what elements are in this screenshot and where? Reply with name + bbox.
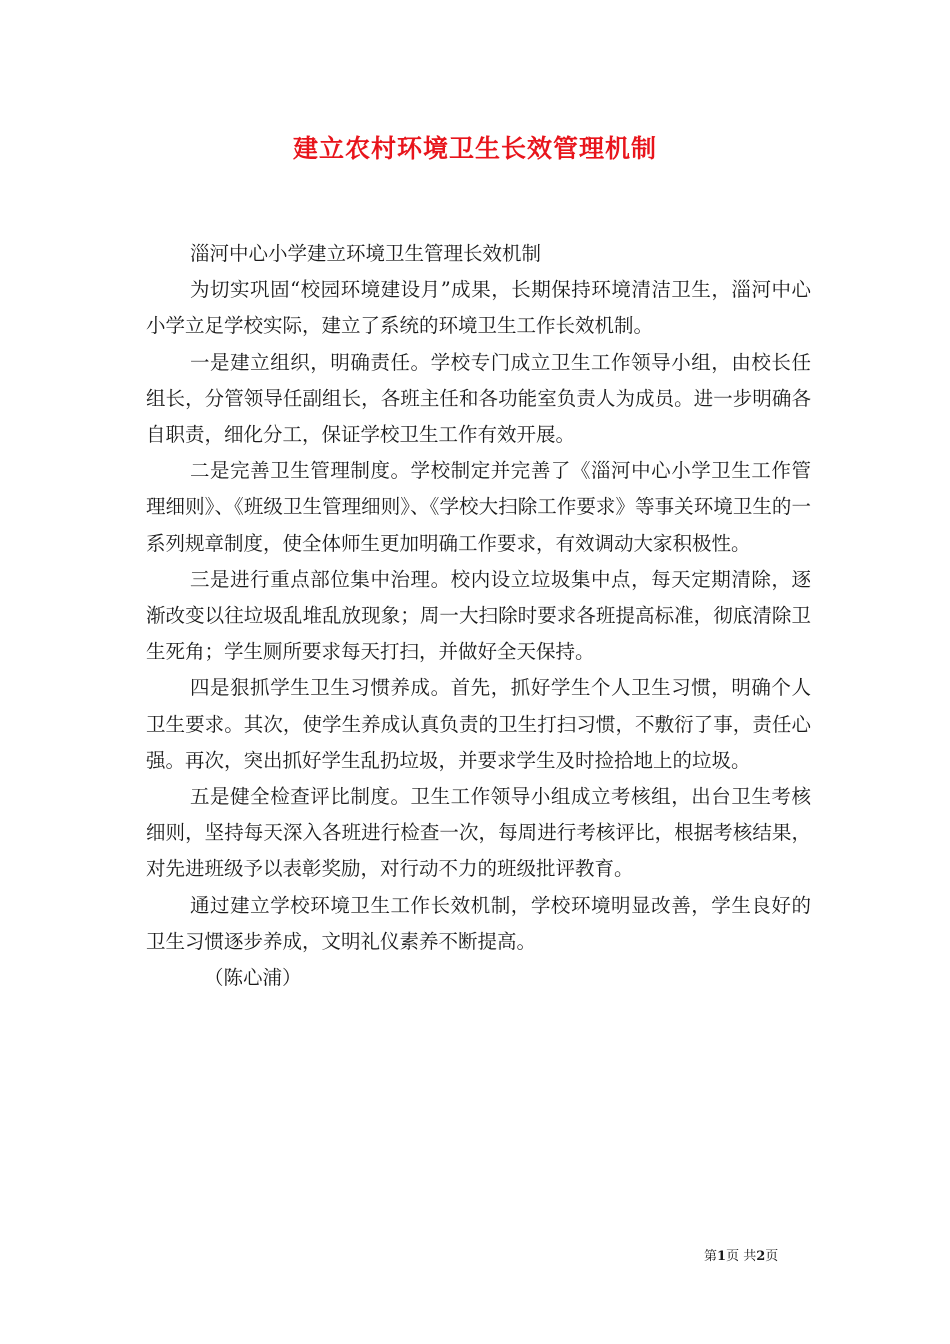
current-page-number: 1 xyxy=(717,1249,727,1264)
paragraph-conclusion: 通过建立学校环境卫生工作长效机制，学校环境明显改善，学生良好的卫生习惯逐步养成，文明礼仪素养不断提高。 xyxy=(146,893,811,953)
page-number-footer xyxy=(704,1248,778,1266)
footer-suffix: 页 xyxy=(765,1249,779,1264)
paragraph-regulations: 二是完善卫生管理制度。学校制定并完善了《淄河中心小学卫生工作管理细则》、《班级卫生管理细则》、《学校大扫除工作要求》等事关环境卫生的一系列规章制度，使全体师生更加明确工作要求，有效调动大家积极性。 xyxy=(146,459,811,555)
paragraph-organization: 一是建立组织，明确责任。学校专门成立卫生工作领导小组，由校长任组长，分管领导任副组长，各班主任和各功能室负责人为成员。进一步明确各自职责，细化分工，保证学校卫生工作有效开展。 xyxy=(146,350,811,447)
paragraph-habits: 四是狠抓学生卫生习惯养成。首先，抓好学生个人卫生习惯，明确个人卫生要求。其次，使学生养成认真负责的卫生打扫习惯，不敷衍了事，责任心强。再次，突出抓好学生乱扔垃圾，并要求学生及时捡拾地上的垃圾。 xyxy=(146,676,811,772)
paragraph-key-areas: 三是进行重点部位集中治理。校内设立垃圾集中点，每天定期清除，逐渐改变以往垃圾乱堆乱放现象；周一大扫除时要求各班提高标准，彻底清除卫生死角；学生厕所要求每天打扫，并做好全天保持。 xyxy=(146,567,811,664)
document-title: 建立农村环境卫生长效管理机制 xyxy=(292,134,657,163)
footer-middle: 页 共 xyxy=(726,1249,757,1264)
total-page-count: 2 xyxy=(756,1249,766,1264)
author-signature: （陈心浦） xyxy=(204,966,302,990)
footer-prefix: 第 xyxy=(704,1249,718,1264)
document-subtitle: 淄河中心小学建立环境卫生管理长效机制 xyxy=(190,242,542,265)
paragraph-intro: 为切实巩固“校园环境建设月”成果，长期保持环境清洁卫生，淄河中心小学立足学校实际，建立了系统的环境卫生工作长效机制。 xyxy=(146,278,811,338)
document-body xyxy=(146,236,811,996)
paragraph-inspection: 五是健全检查评比制度。卫生工作领导小组成立考核组，出台卫生考核细则，坚持每天深入各班进行检查一次，每周进行考核评比，根据考核结果，对先进班级予以表彰奖励，对行动不力的班级批评教育。 xyxy=(146,785,811,881)
